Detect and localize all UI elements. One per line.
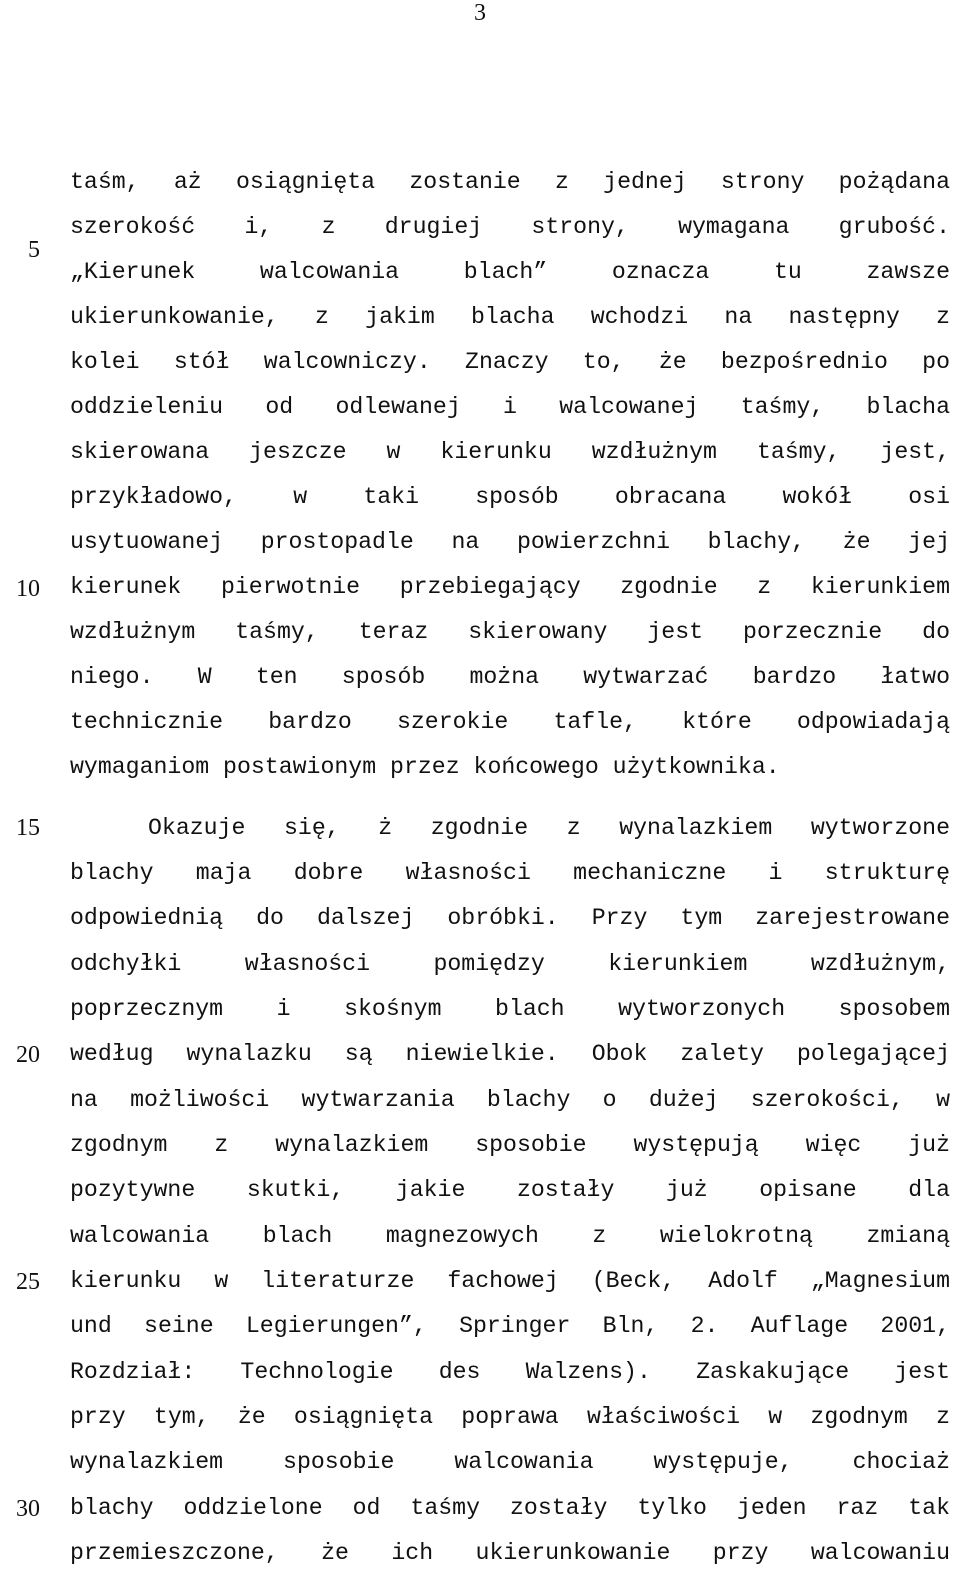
text-line: und seine Legierungen”, Springer Bln, 2. Auflage 2001,: [70, 1313, 950, 1339]
text-line: niego. W ten sposób można wytwarzać bardzo łatwo: [70, 664, 950, 690]
text-line: według wynalazku są niewielkie. Obok zalety polegającej: [70, 1041, 950, 1067]
text-line: odpowiednią do dalszej obróbki. Przy tym zarejestrowane: [70, 905, 950, 931]
text-line: wynalazkiem sposobie walcowania występuje, chociaż: [70, 1449, 950, 1475]
text-line: przykładowo, w taki sposób obracana wokół osi: [70, 484, 950, 510]
text-line: na możliwości wytwarzania blachy o dużej szerokości, w: [70, 1087, 950, 1113]
text-line: poprzecznym i skośnym blach wytworzonych sposobem: [70, 996, 950, 1022]
text-line: Okazuje się, ż zgodnie z wynalazkiem wytworzone: [148, 815, 950, 841]
text-line: kolei stół walcowniczy. Znaczy to, że bezpośrednio po: [70, 349, 950, 375]
text-line: technicznie bardzo szerokie tafle, które odpowiadają: [70, 709, 950, 735]
text-line: wymaganiom postawionym przez końcowego użytkownika.: [70, 754, 780, 780]
text-line: Rozdział: Technologie des Walzens). Zaskakujące jest: [70, 1359, 950, 1385]
line-number-20: 20: [16, 1042, 40, 1068]
line-number-5: 5: [28, 237, 40, 263]
line-number-15: 15: [16, 815, 40, 841]
text-line: szerokość i, z drugiej strony, wymagana grubość.: [70, 214, 950, 240]
text-line: odchyłki własności pomiędzy kierunkiem wzdłużnym,: [70, 951, 950, 977]
text-line: walcowania blach magnezowych z wielokrotną zmianą: [70, 1223, 950, 1249]
text-line: kierunku w literaturze fachowej (Beck, Adolf „Magnesium: [70, 1268, 950, 1294]
text-line: skierowana jeszcze w kierunku wzdłużnym taśmy, jest,: [70, 439, 950, 465]
text-line: oddzieleniu od odlewanej i walcowanej taśmy, blacha: [70, 394, 950, 420]
text-line: kierunek pierwotnie przebiegający zgodnie z kierunkiem: [70, 574, 950, 600]
text-line: przy tym, że osiągnięta poprawa właściwości w zgodnym z: [70, 1404, 950, 1430]
text-line: wzdłużnym taśmy, teraz skierowany jest porzecznie do: [70, 619, 950, 645]
line-number-10: 10: [16, 576, 40, 602]
text-line: „Kierunek walcowania blach” oznacza tu zawsze: [70, 259, 950, 285]
line-number-25: 25: [16, 1269, 40, 1295]
text-line: taśm, aż osiągnięta zostanie z jednej strony pożądana: [70, 169, 950, 195]
text-line: pozytywne skutki, jakie zostały już opisane dla: [70, 1177, 950, 1203]
text-line: zgodnym z wynalazkiem sposobie występują więc już: [70, 1132, 950, 1158]
text-line: przemieszczone, że ich ukierunkowanie przy walcowaniu: [70, 1540, 950, 1566]
line-number-30: 30: [16, 1496, 40, 1522]
text-line: usytuowanej prostopadle na powierzchni blachy, że jej: [70, 529, 950, 555]
text-line: ukierunkowanie, z jakim blacha wchodzi na następny z: [70, 304, 950, 330]
text-line: blachy oddzielone od taśmy zostały tylko jeden raz tak: [70, 1495, 950, 1521]
page-number: 3: [474, 0, 486, 26]
text-line: blachy maja dobre własności mechaniczne i strukturę: [70, 860, 950, 886]
